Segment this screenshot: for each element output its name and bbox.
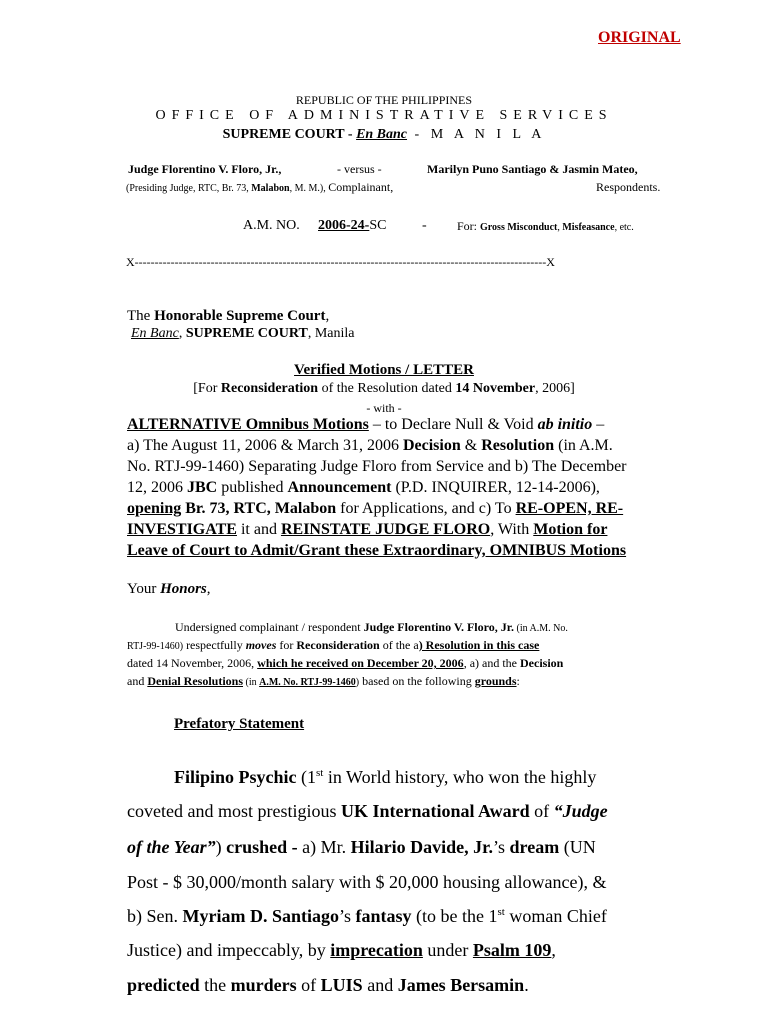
body-line-6: Justice) and impeccably, by imprecation under Psalm 109,	[127, 940, 556, 960]
omnibus-line-2: a) The August 11, 2006 & March 31, 2006 Decision & Resolution (in A.M.	[127, 437, 613, 454]
office-header: OFFICE OF ADMINISTRATIVE SERVICES	[155, 108, 613, 123]
addressee-court: En Banc, SUPREME COURT, Manila	[131, 326, 355, 341]
court-city: - M A N I L A	[407, 127, 546, 142]
body-line-3: of the Year”) crushed - a) Mr. Hilario Davide, Jr.’s dream (UN	[127, 837, 596, 857]
omnibus-line-3: No. RTJ-99-1460) Separating Judge Floro from Service and b) The December	[127, 458, 627, 475]
body-line-4: Post - $ 30,000/month salary with $ 20,000 housing allowance), &	[127, 872, 607, 892]
petitioner-name: Judge Florentino V. Floro, Jr.,	[128, 162, 282, 176]
body-line-2: coveted and most prestigious UK International Award of “Judge	[127, 801, 608, 821]
republic-header: REPUBLIC OF THE PHILIPPINES	[295, 93, 473, 107]
complainant-label: Complainant,	[328, 180, 394, 194]
case-number-label: A.M. NO.	[243, 218, 300, 233]
body-line-5: b) Sen. Myriam D. Santiago’s fantasy (to be the 1st woman Chief	[127, 906, 607, 926]
intro-line-3: dated 14 November, 2006, which he received on December 20, 2006, a) and the Decision	[127, 656, 564, 670]
respondents-label: Respondents.	[596, 180, 661, 194]
court-name: SUPREME COURT -	[222, 127, 357, 142]
petitioner-description: (Presiding Judge, RTC, Br. 73, Malabon, M. M.), Complainant,	[126, 180, 394, 194]
case-dash: -	[422, 218, 427, 233]
case-number: 2006-24-SC	[318, 218, 387, 233]
court-header	[0, 127, 768, 143]
intro-line-4: and Denial Resolutions (in A.M. No. RTJ-99-1460) based on the following grounds:	[127, 674, 520, 688]
salutation: Your Honors,	[127, 581, 211, 597]
body-line-7: predicted the murders of LUIS and James Bersamin.	[127, 975, 529, 995]
intro-line-1: Undersigned complainant / respondent Judge Florentino V. Floro, Jr. (in A.M. No.	[175, 620, 568, 634]
case-separator: X-------------------------------------------------------------------------------------------------------X	[126, 255, 555, 269]
omnibus-line-1: ALTERNATIVE Omnibus Motions – to Declare Null & Void ab initio –	[127, 416, 605, 433]
case-charges: For: Gross Misconduct, Misfeasance, etc.	[457, 219, 634, 233]
court-en-banc: En Banc	[356, 127, 408, 142]
intro-line-2: RTJ-99-1460) respectfully moves for Reconsideration of the a) Resolution in this case	[127, 638, 540, 652]
omnibus-line-6: INVESTIGATE it and REINSTATE JUDGE FLORO, With Motion for	[127, 521, 608, 538]
omnibus-line-7: Leave of Court to Admit/Grant these Extraordinary, OMNIBUS Motions	[127, 542, 627, 559]
omnibus-line-5: opening Br. 73, RTC, Malabon for Applications, and c) To RE-OPEN, RE-	[127, 500, 624, 517]
prefatory-heading: Prefatory Statement	[174, 716, 305, 732]
versus-label: - versus -	[337, 162, 382, 176]
respondents-names: Marilyn Puno Santiago & Jasmin Mateo,	[427, 162, 638, 176]
document-title: Verified Motions / LETTER	[294, 362, 474, 378]
original-stamp: ORIGINAL	[598, 29, 681, 46]
addressee-line: The Honorable Supreme Court,	[127, 308, 330, 324]
document-subtitle: [For Reconsideration of the Resolution dated 14 November, 2006]	[193, 381, 575, 396]
with-label: - with -	[366, 401, 402, 415]
body-line-1: Filipino Psychic (1st in World history, who won the highly	[174, 767, 597, 787]
omnibus-line-4: 12, 2006 JBC published Announcement (P.D. INQUIRER, 12-14-2006),	[127, 479, 600, 496]
